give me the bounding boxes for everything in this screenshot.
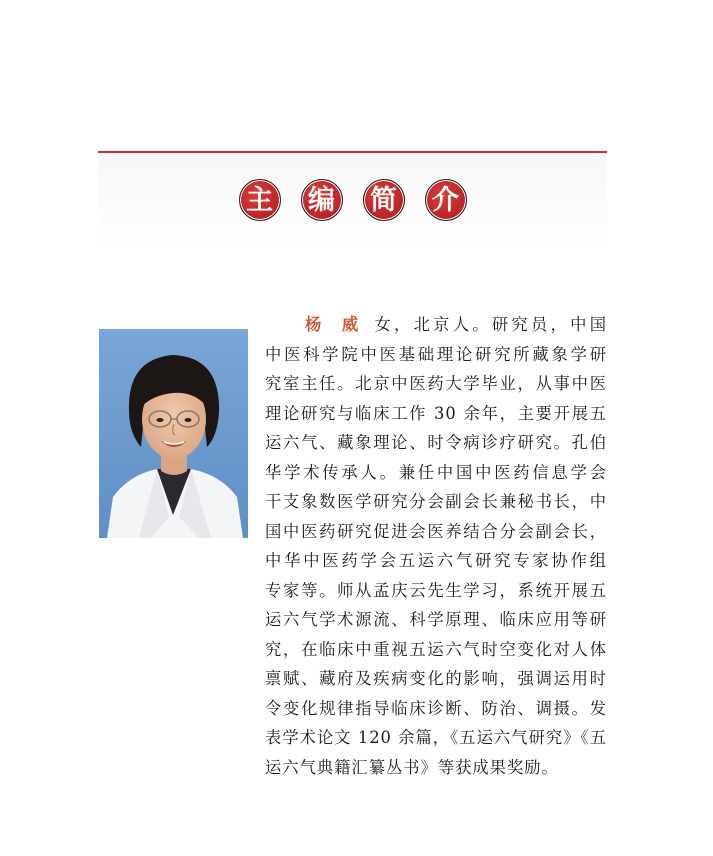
author-portrait	[99, 329, 248, 538]
bio-line: 中华中医药学会五运六气研究专家协作组	[265, 551, 607, 570]
bio-line: 运六气、藏象理论、时令病诊疗研究。孔伯	[265, 433, 607, 452]
section-title	[98, 179, 607, 221]
bio-line: 干支象数医学研究分会副会长兼秘书长，中	[265, 492, 607, 511]
bio-line: 专家等。师从孟庆云先生学习，系统开展五	[265, 580, 607, 600]
bio-line: 国中医药研究促进会医养结合分会副会长，	[265, 521, 607, 541]
bio-line: 究室主任。北京中医药大学毕业，从事中医	[265, 374, 607, 393]
bio-line: 究，在临床中重视五运六气时空变化对人体	[265, 639, 607, 659]
header-rule	[98, 151, 607, 153]
title-char-1: 主	[239, 179, 281, 221]
title-char-2: 编	[301, 179, 343, 221]
bio-line: 华学术传承人。兼任中国中医药信息学会	[265, 462, 607, 482]
title-char-3: 简	[363, 179, 405, 221]
bio-line: 运六气典籍汇纂丛书》等获成果奖励。	[265, 757, 559, 777]
bio-line: 运六气学术源流、科学原理、临床应用等研	[265, 610, 607, 629]
bio-line: 理论研究与临床工作 30 余年，主要开展五	[265, 403, 607, 423]
bio-line: 表学术论文 120 余篇，《五运六气研究》《五	[265, 728, 607, 747]
bio-line: 禀赋、藏府及疾病变化的影响，强调运用时	[265, 669, 607, 688]
title-char-4: 介	[425, 179, 467, 221]
author-bio	[265, 310, 607, 782]
author-name: 杨 威	[305, 315, 361, 334]
bio-line: 令变化规律指导临床诊断、防治、调摄。发	[265, 698, 607, 718]
bio-line: 中医科学院中医基础理论研究所藏象学研	[265, 344, 607, 364]
bio-line: 杨 威 女，北京人。研究员，中国	[305, 315, 607, 334]
